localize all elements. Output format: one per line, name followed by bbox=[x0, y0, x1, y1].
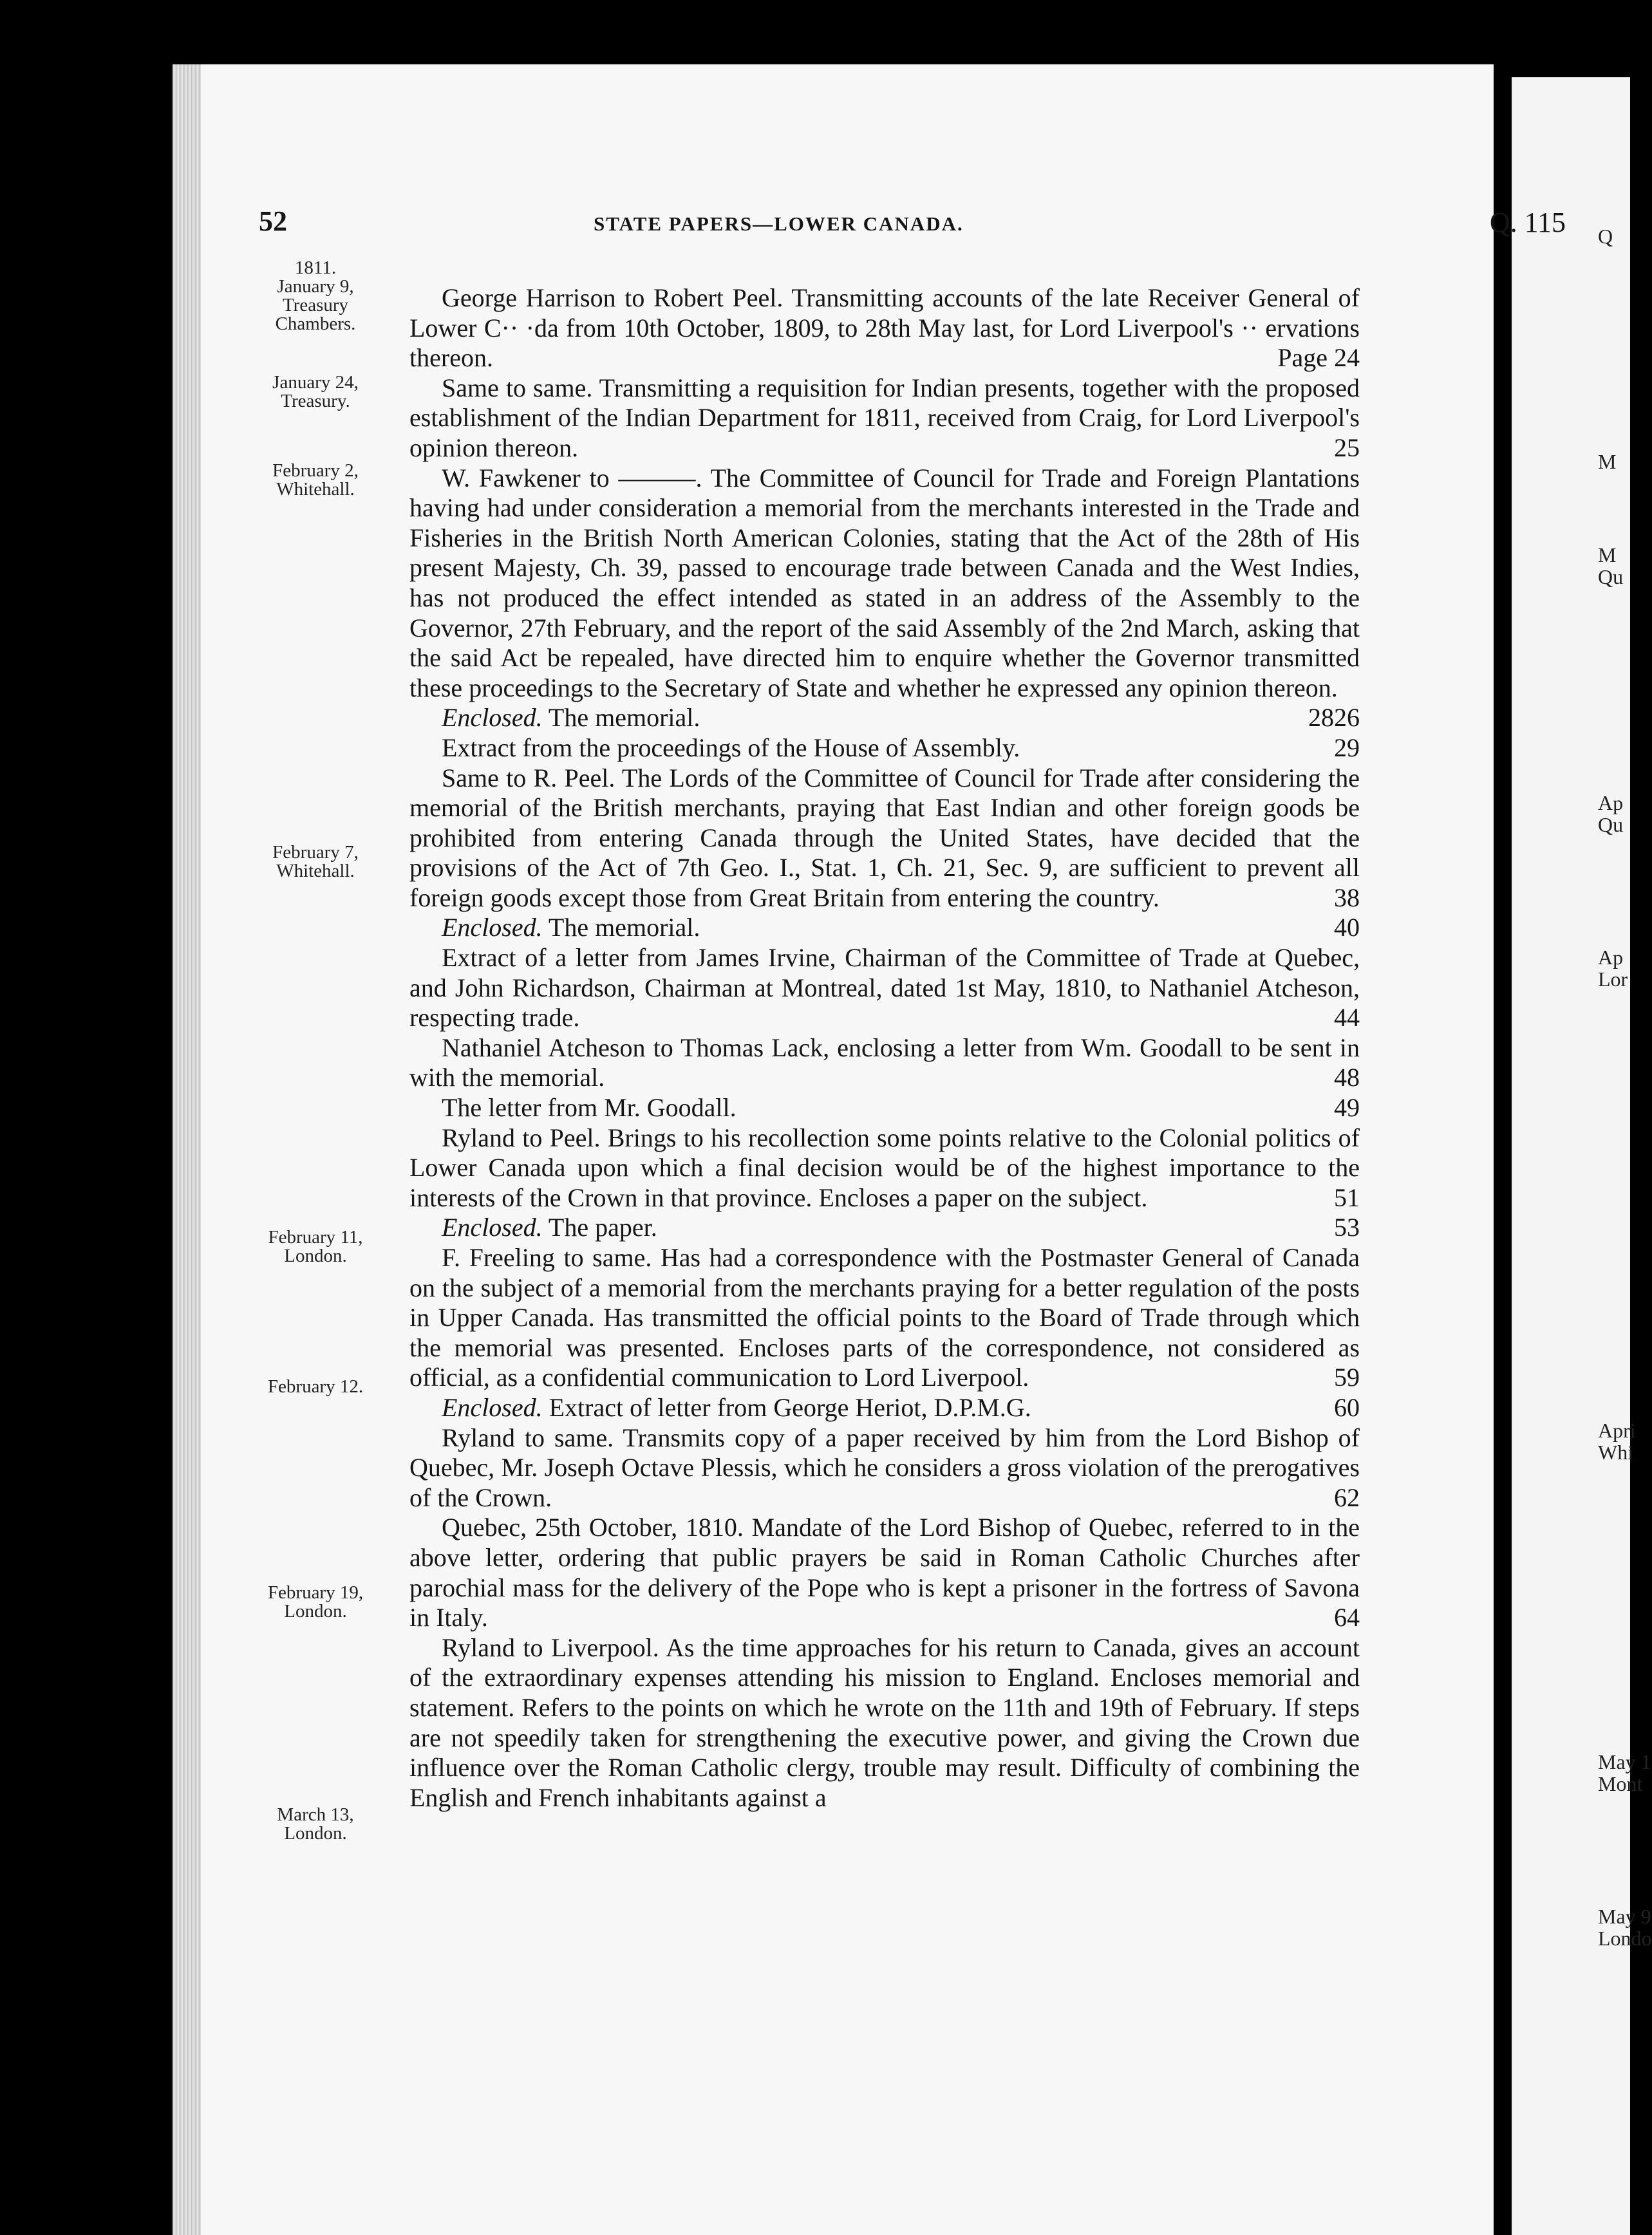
page-ref: 59 bbox=[1334, 1363, 1360, 1392]
page-ref: 40 bbox=[1334, 913, 1360, 942]
enclosure bbox=[409, 1393, 1360, 1423]
enclosure bbox=[409, 913, 1360, 943]
entry bbox=[409, 1633, 1360, 1813]
right-fragment: Apri bbox=[1598, 1419, 1636, 1442]
page-number: 52 bbox=[259, 205, 287, 237]
entry-text: Nathaniel Atcheson to Thomas Lack, enclosing a letter from Wm. Goodall to be sent in with the memorial. bbox=[409, 1033, 1360, 1092]
margin-date: January 24, Treasury. bbox=[272, 372, 359, 411]
enclosed-label: Enclosed. bbox=[442, 913, 543, 942]
margin-date: February 2, Whitehall. bbox=[272, 460, 359, 500]
right-fragment: Qu bbox=[1598, 813, 1624, 836]
right-fragment: May 1 bbox=[1598, 1750, 1651, 1773]
margin-date: March 13, London. bbox=[277, 1804, 354, 1844]
page-ref: 51 bbox=[1334, 1183, 1360, 1212]
page-ref: 60 bbox=[1334, 1392, 1360, 1422]
enclosure bbox=[409, 1033, 1360, 1093]
entry bbox=[409, 1423, 1360, 1513]
entry-text: Same to same. Transmitting a requisition for Indian presents, together with the proposed establishment of the Indian Department for 1811, received from Craig, for Lord Liverpool's opinion thereon. bbox=[409, 373, 1360, 462]
page-ref: 64 bbox=[1334, 1603, 1360, 1632]
entry-text: Same to R. Peel. The Lords of the Committee of Council for Trade after considering the memorial of the British merchants, praying that East Indian and other foreign goods be prohibited from entering Canada through the United States, have decided that the provisions of the Act of 7th Geo. I., Stat. 1, Ch. 21, Sec. 9, are sufficient to prevent all foreign goods except those from Great Britain from entering the country. bbox=[409, 763, 1360, 912]
enclosed-label: Enclosed. bbox=[442, 703, 543, 733]
margin-date: February 12. bbox=[267, 1376, 364, 1397]
enclosure bbox=[409, 1513, 1360, 1632]
right-fragment: Ap bbox=[1598, 791, 1624, 814]
right-fragment: Londo bbox=[1598, 1927, 1652, 1950]
entry-text: Ryland to Peel. Brings to his recollection some points relative to the Colonial politics of Lower Canada upon which a final decision would be of the highest importance to the interests of the Crown in that province. Encloses a paper on the subject. bbox=[409, 1123, 1360, 1212]
enclosure bbox=[409, 1213, 1360, 1243]
page-ref: 44 bbox=[1334, 1003, 1360, 1033]
running-title: STATE PAPERS—LOWER CANADA. bbox=[594, 212, 964, 235]
entry bbox=[409, 283, 1360, 373]
enclosed-label: Enclosed. bbox=[442, 1392, 543, 1422]
entry-text: The memorial. bbox=[548, 703, 700, 733]
right-fragment: Q bbox=[1598, 225, 1613, 248]
margin-date: February 11, London. bbox=[268, 1227, 363, 1266]
right-fragment: Lor bbox=[1598, 968, 1628, 991]
page-ref: 25 bbox=[1334, 433, 1360, 462]
right-fragment: Mont bbox=[1598, 1772, 1643, 1795]
margin-date: 1811. January 9, Treasury Chambers. bbox=[275, 257, 356, 334]
entry-text: Ryland to same. Transmits copy of a paper received by him from the Lord Bishop of Quebec, Mr. Joseph Octave Plessis, which he considers a gross violation of the prerogatives of the Crown. bbox=[409, 1423, 1360, 1512]
entry-text: Extract of letter from George Heriot, D.P.M.G. bbox=[549, 1392, 1031, 1422]
right-fragment: M bbox=[1598, 543, 1617, 566]
enclosed-label: Enclosed. bbox=[442, 1213, 543, 1242]
margin-date: February 19, London. bbox=[267, 1582, 364, 1622]
page-header bbox=[259, 205, 1566, 243]
calendar-entries bbox=[409, 283, 1360, 1813]
enclosure bbox=[409, 733, 1360, 763]
entry-text: George Harrison to Robert Peel. Transmitting accounts of the late Receiver General of Lower C·· ·da from 10th October, 1809, to 28th May last, for Lord Liverpool's ·· ervations thereon. bbox=[409, 283, 1360, 373]
entry-text: W. Fawkener to ———. The Committee of Council for Trade and Foreign Plantations having had under consideration a memorial from the merchants interested in the Trade and Fisheries in the British North American Colonies, stating that the Act of the 28th of His present Majesty, Ch. 39, passed to encourage trade between Canada and the West Indies, has not produced the effect intended as stated in an address of the Assembly to the Governor, 27th February, and the report of the said Assembly of the 2nd March, asking that the said Act be repealed, have directed him to enquire whether the Governor transmitted these proceedings to the Secretary of State and whether he expressed any opinion thereon. bbox=[409, 463, 1360, 702]
page-ref: 53 bbox=[1334, 1213, 1360, 1242]
page-ref: 28 bbox=[1308, 703, 1334, 733]
entry bbox=[409, 373, 1360, 463]
enclosure bbox=[409, 1093, 1360, 1123]
page-ref: Page 24 bbox=[1277, 343, 1360, 373]
entry-text: F. Freeling to same. Has had a correspondence with the Postmaster General of Canada on the subject of a memorial from the merchants praying for a better regulation of the posts in Upper Canada. Has transmitted the official points to the Board of Trade through which the memorial was presented. Encloses parts of the correspondence, not considered as official, as a confidential communication to Lord Liverpool. bbox=[409, 1243, 1360, 1392]
enclosure bbox=[409, 703, 1360, 733]
entry-text: Extract of a letter from James Irvine, Chairman of the Committee of Trade at Quebec, and John Richardson, Chairman at Montreal, dated 1st May, 1810, to Nathaniel Atcheson, respecting trade. bbox=[409, 943, 1360, 1033]
right-fragment: Whi bbox=[1598, 1441, 1634, 1464]
entry bbox=[409, 1243, 1360, 1393]
right-fragment: Qu bbox=[1598, 565, 1624, 588]
page-ref: 38 bbox=[1334, 883, 1360, 912]
entry bbox=[409, 1123, 1360, 1213]
right-fragment: May 9 bbox=[1598, 1905, 1651, 1928]
entry-text: The letter from Mr. Goodall. bbox=[442, 1093, 737, 1123]
margin-date: February 7, Whitehall. bbox=[272, 842, 359, 881]
entry bbox=[409, 763, 1360, 913]
entry-text: The paper. bbox=[548, 1213, 657, 1242]
right-fragment: M bbox=[1598, 450, 1617, 473]
entry-text: Ryland to Liverpool. As the time approaches for his return to Canada, gives an account of the extraordinary expenses attending his mission to England. Encloses memorial and statement. Refers to the points on which he wrote on the 11th and 19th of February. If steps are not speedily taken for strengthening the executive power, and giving the Crown due influence over the Roman Catholic clergy, trouble may result. Difficulty of combining the English and French inhabitants against a bbox=[409, 1632, 1360, 1812]
entry-text: Extract from the proceedings of the House of Assembly. bbox=[442, 733, 1020, 762]
page-ref: 29 bbox=[1334, 733, 1360, 762]
enclosure bbox=[409, 943, 1360, 1033]
volume-reference: Q. 115 bbox=[1489, 207, 1566, 238]
page-ref: 62 bbox=[1334, 1482, 1360, 1512]
page-ref: 49 bbox=[1334, 1093, 1360, 1123]
right-fragment: Ap bbox=[1598, 946, 1624, 969]
page-edge bbox=[173, 64, 201, 2235]
page-ref: 48 bbox=[1334, 1063, 1360, 1092]
page-ref: 26 bbox=[1334, 703, 1360, 733]
entry-text: Quebec, 25th October, 1810. Mandate of the Lord Bishop of Quebec, referred to in the above letter, ordering that public prayers be said in Roman Catholic Churches after parochial mass for the delivery of the Pope who is kept a prisoner in the fortress of Savona in Italy. bbox=[409, 1513, 1360, 1632]
entry-text: The memorial. bbox=[548, 913, 700, 942]
right-page-fragment bbox=[1512, 77, 1652, 2235]
